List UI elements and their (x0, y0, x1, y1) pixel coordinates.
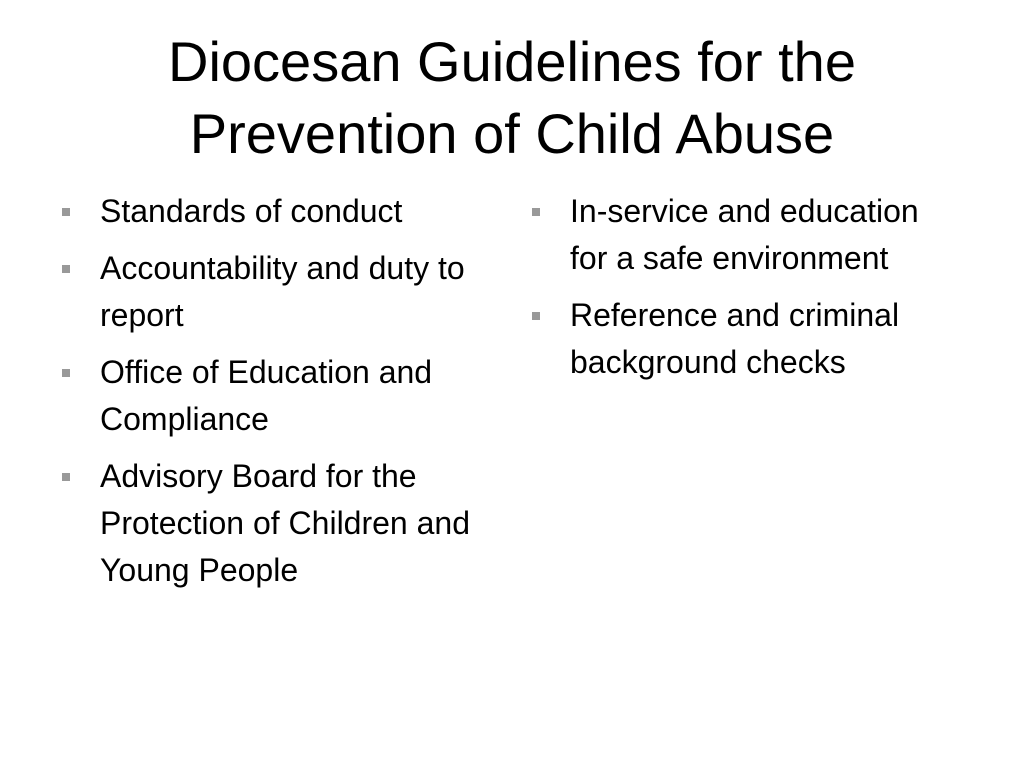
title-line-2: Prevention of Child Abuse (189, 102, 835, 165)
slide-title (60, 26, 964, 170)
list-item-text: Advisory Board for the Protection of Children and Young People (100, 458, 470, 588)
square-bullet-icon (62, 473, 70, 481)
list-item-text: Reference and criminal background checks (570, 297, 900, 380)
square-bullet-icon (62, 369, 70, 377)
list-item (60, 188, 490, 235)
list-item-text: Office of Education and Compliance (100, 354, 433, 437)
list-item (530, 292, 960, 386)
list-item-text: Accountability and duty to report (100, 250, 465, 333)
list-item (530, 188, 960, 282)
list-item (60, 349, 490, 443)
square-bullet-icon (532, 208, 540, 216)
list-item (60, 245, 490, 339)
square-bullet-icon (62, 208, 70, 216)
list-item (60, 453, 490, 594)
square-bullet-icon (532, 312, 540, 320)
square-bullet-icon (62, 265, 70, 273)
right-bullet-list (530, 188, 960, 396)
list-item-text: Standards of conduct (100, 193, 403, 229)
title-line-1: Diocesan Guidelines for the (168, 30, 856, 93)
list-item-text: In-service and education for a safe environment (570, 193, 919, 276)
left-bullet-list (60, 188, 490, 604)
